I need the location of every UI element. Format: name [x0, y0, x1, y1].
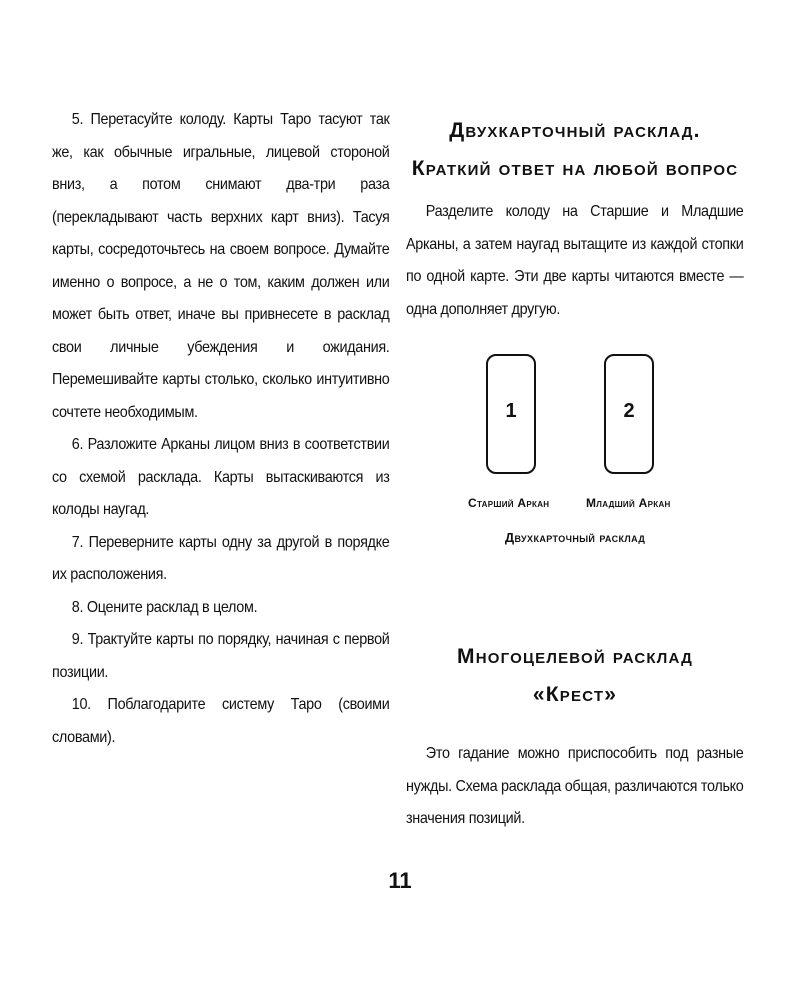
- cross-spread-text: Это гадание можно приспособить под разные нужды. Схема расклада общая, различаются только значения позиций.: [406, 745, 744, 827]
- cross-spread-heading-line2: «Крест»: [532, 683, 618, 706]
- step-9-paragraph: 9. Трактуйте карты по порядку, начиная с первой позиции.: [52, 631, 390, 681]
- two-card-spread-text: Разделите колоду на Старшие и Младшие Арканы, а затем наугад вытащите из каждой стопки по одной карте. Эти две карты читаются вместе — одна дополняет другую.: [406, 203, 744, 318]
- cross-spread-heading-line1: Многоцелевой расклад: [457, 645, 693, 668]
- step-7-paragraph: 7. Переверните карты одну за другой в порядке их расположения.: [52, 533, 390, 583]
- cross-spread-heading: [406, 638, 744, 714]
- card-position-1: [486, 354, 536, 474]
- card-2-number: 2: [623, 400, 635, 422]
- card-1-label: Старший Аркан: [468, 496, 550, 510]
- step-10-paragraph: 10. Поблагодарите систему Таро (своими словами).: [52, 696, 390, 746]
- page-number: 11: [388, 868, 412, 893]
- diagram-caption: Двухкарточный расклад: [504, 530, 646, 545]
- two-card-spread-diagram: [406, 354, 744, 574]
- step-5-paragraph: 5. Перетасуйте колоду. Карты Таро тасуют так же, как обычные игральные, лицевой стороной вниз, а потом снимают два-три раза (перекладывают часть верхних карт вниз). Тасуя карты, сосредоточьтесь на своем вопросе. Думайте именно о вопросе, а не о том, каким должен или может быть ответ, иначе вы привнесете в расклад свои личные убеждения и ожидания. Перемешивайте карты столько, сколько интуитивно сочтете необходимым.: [52, 111, 390, 421]
- right-column: [406, 104, 744, 836]
- step-8-paragraph: 8. Оцените расклад в целом.: [71, 598, 258, 616]
- card-position-2: [604, 354, 654, 474]
- two-card-spread-heading-line1: Двухкарточный расклад.: [449, 119, 701, 142]
- two-card-spread-heading-line2: Краткий ответ на любой вопрос: [411, 157, 739, 180]
- two-card-spread-heading: [406, 112, 744, 188]
- left-column: [52, 104, 390, 754]
- card-1-number: 1: [505, 400, 517, 422]
- card-2-label: Младший Аркан: [586, 496, 671, 510]
- step-6-paragraph: 6. Разложите Арканы лицом вниз в соответствии со схемой расклада. Карты вытаскиваются из колоды наугад.: [52, 436, 390, 518]
